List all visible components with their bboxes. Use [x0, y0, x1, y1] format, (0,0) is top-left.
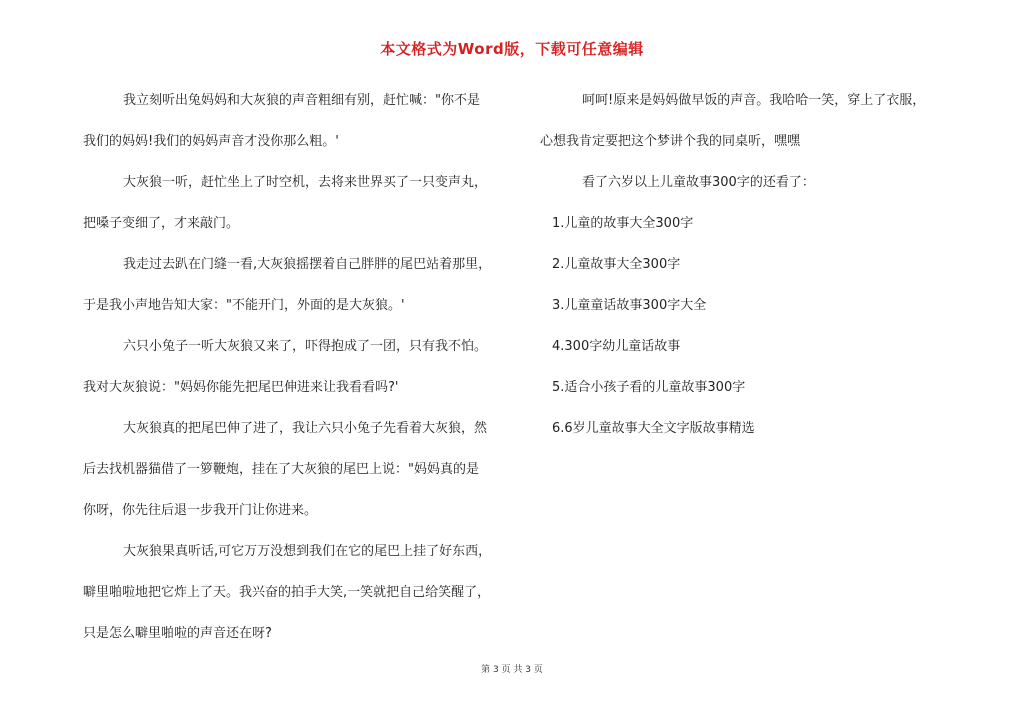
story-line: 呵呵!原来是妈妈做早饭的声音。我哈哈一笑，穿上了衣服， — [582, 93, 926, 108]
related-link[interactable]: 6.6岁儿童故事大全文字版故事精选 — [552, 421, 755, 436]
header-banner: 本文格式为Word版，下载可任意编辑 — [380, 40, 644, 58]
story-line: 后去找机器猫借了一箩鞭炮，挂在了大灰狼的尾巴上说："妈妈真的是 — [83, 462, 479, 477]
related-link[interactable]: 3.儿童童话故事300字大全 — [552, 298, 707, 313]
left-column — [83, 80, 513, 654]
related-link[interactable]: 5.适合小孩子看的儿童故事300字 — [552, 380, 746, 395]
related-link[interactable]: 1.儿童的故事大全300字 — [552, 216, 694, 231]
story-line: 我对大灰狼说："妈妈你能先把尾巴伸进来让我看看吗?' — [83, 380, 399, 395]
right-column — [540, 80, 960, 449]
story-line: 大灰狼真的把尾巴伸了进了，我让六只小兔子先看着大灰狼，然 — [123, 421, 488, 436]
story-line: 只是怎么噼里啪啦的声音还在呀? — [83, 626, 272, 641]
page-number: 第 3 页 共 3 页 — [481, 665, 543, 675]
story-line: 把嗓子变细了，才来敲门。 — [83, 216, 240, 231]
related-link[interactable]: 2.儿童故事大全300字 — [552, 257, 681, 272]
story-line: 六只小兔子一听大灰狼又来了，吓得抱成了一团，只有我不怕。 — [123, 339, 488, 354]
related-heading: 看了六岁以上儿童故事300字的还看了： — [582, 175, 815, 190]
story-line: 大灰狼果真听话,可它万万没想到我们在它的尾巴上挂了好东西， — [123, 544, 492, 559]
story-line: 大灰狼一听，赶忙坐上了时空机，去将来世界买了一只变声丸， — [123, 175, 488, 190]
story-line: 我走过去趴在门缝一看,大灰狼摇摆着自己胖胖的尾巴站着那里， — [123, 257, 492, 272]
story-line: 于是我小声地告知大家："不能开门，外面的是大灰狼。' — [83, 298, 405, 313]
related-link[interactable]: 4.300字幼儿童话故事 — [552, 339, 681, 354]
story-line: 噼里啪啦地把它炸上了天。我兴奋的拍手大笑,一笑就把自己给笑醒了， — [83, 585, 491, 600]
story-line: 心想我肯定要把这个梦讲个我的同桌听，嘿嘿 — [540, 134, 801, 149]
story-line: 我们的妈妈!我们的妈妈声音才没你那么粗。' — [83, 134, 339, 149]
story-line: 你呀，你先往后退一步我开门让你进来。 — [83, 503, 318, 518]
story-line: 我立刻听出兔妈妈和大灰狼的声音粗细有别，赶忙喊："你不是 — [123, 93, 480, 108]
